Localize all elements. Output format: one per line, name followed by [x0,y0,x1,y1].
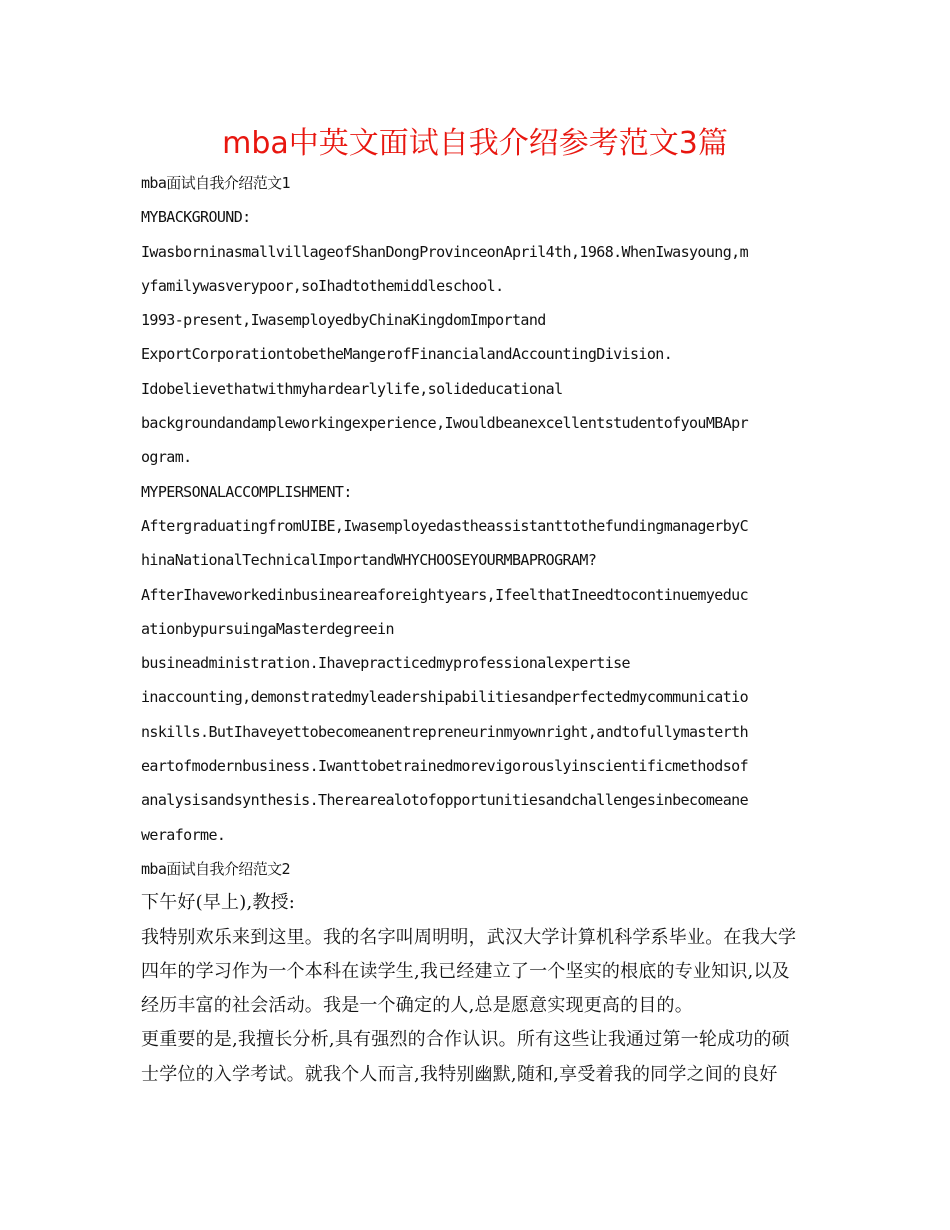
paragraph-line: Idobelievethatwithmyhardearlylife,solideducational [141,379,563,398]
paragraph-line: 四年的学习作为一个本科在读学生,我已经建立了一个坚实的根底的专业知识,以及 [141,960,790,982]
paragraph-line: analysisandsynthesis.Therearealotofopportunitiesandchallengesinbecomeane [141,791,749,810]
paragraph-line: yfamilywasverypoor,soIhadtothemiddleschool. [141,276,504,295]
paragraph-line: ogram. [141,448,192,467]
paragraph-line: 1993-present,IwasemployedbyChinaKingdomImportand [141,311,546,330]
paragraph-line: hinaNationalTechnicalImportandWHYCHOOSEYOURMBAPROGRAM? [141,551,597,570]
paragraph-line: nskills.ButIhaveyettobecomeanentrepreneurinmyownright,andtofullymasterth [141,722,749,741]
paragraph-line: inaccounting,demonstratedmyleadershipabilitiesandperfectedmycommunicatio [141,688,749,707]
paragraph-line: ExportCorporationtobetheMangerofFinancialandAccountingDivision. [141,345,673,364]
paragraph-line: weraforme. [141,825,226,844]
document-body [141,166,813,1092]
paragraph-line: 士学位的入学考试。就我个人而言,我特别幽默,随和,享受着我的同学之间的良好 [141,1063,778,1085]
paragraph-line: IwasborninasmallvillageofShanDongProvinceonApril4th,1968.WhenIwasyoung,m [141,242,749,261]
paragraph-line: backgroundandampleworkingexperience,IwouldbeanexcellentstudentofyouMBApr [141,414,749,433]
paragraph-line: 经历丰富的社会活动。我是一个确定的人,总是愿意实现更高的目的。 [141,995,693,1017]
paragraph-line: eartofmodernbusiness.Iwanttobetrainedmorevigorouslyinscientificmethodsof [141,757,749,776]
paragraph-line: MYBACKGROUND: [141,208,251,227]
paragraph-line: MYPERSONALACCOMPLISHMENT: [141,482,352,501]
paragraph-line: 我特别欢乐来到这里。我的名字叫周明明，武汉大学计算机科学系毕业。在我大学 [141,926,797,948]
section-heading-2: mba面试自我介绍范文2 [141,859,290,878]
paragraph-line: AfterIhaveworkedinbusineareaforeightyears,IfeelthatIneedtocontinuemyeduc [141,585,749,604]
paragraph-line: busineadministration.Ihavepracticedmyprofessionalexpertise [141,654,630,673]
document-title: mba中英文面试自我介绍参考范文3篇 [222,126,728,161]
paragraph-line: 更重要的是,我擅长分析,具有强烈的合作认识。所有这些让我通过第一轮成功的硕 [141,1029,790,1051]
paragraph-line: ationbypursuingaMasterdegreein [141,619,394,638]
section-heading-1: mba面试自我介绍范文1 [141,174,290,192]
paragraph-line: 下午好(早上),教授: [141,892,296,914]
paragraph-line: AftergraduatingfromUIBE,IwasemployedastheassistanttothefundingmanagerbyC [141,516,749,535]
